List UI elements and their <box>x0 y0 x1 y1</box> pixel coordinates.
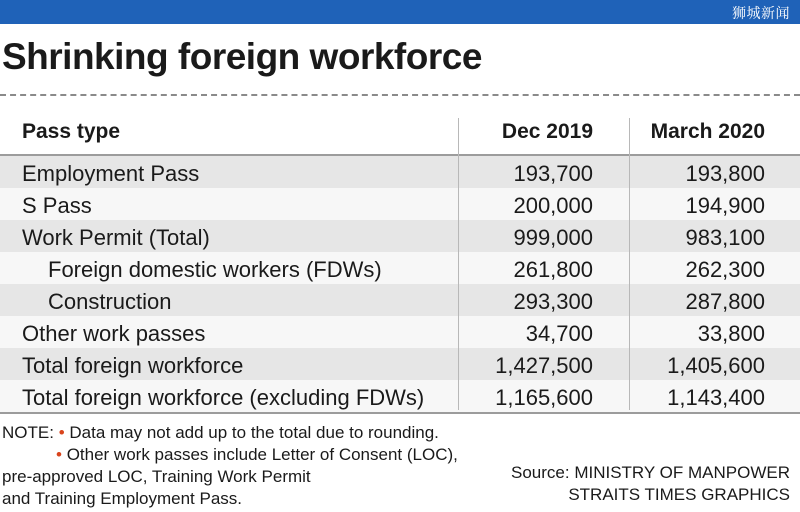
row-label: Employment Pass <box>22 161 200 186</box>
table-row <box>0 252 800 284</box>
source-line: Source: MINISTRY OF MANPOWER <box>511 463 790 482</box>
cell-march-2020: 262,300 <box>685 257 765 282</box>
row-label: S Pass <box>22 193 92 218</box>
bullet-icon: • <box>58 423 65 442</box>
bullet-icon: • <box>56 445 62 464</box>
note-text: Other work passes include Letter of Consent (LOC), <box>66 445 458 464</box>
table-header <box>0 112 800 156</box>
note-text: Data may not add up to the total due to rounding. <box>69 423 439 442</box>
table-row <box>0 156 800 188</box>
table-row <box>0 316 800 348</box>
table-body <box>0 156 800 412</box>
note-line-4: and Training Employment Pass. <box>2 489 243 508</box>
cell-dec-2019: 293,300 <box>513 289 593 314</box>
header-march-2020: March 2020 <box>650 120 765 143</box>
row-label: Work Permit (Total) <box>22 225 210 250</box>
cell-march-2020: 983,100 <box>685 225 765 250</box>
cell-march-2020: 193,800 <box>685 161 765 186</box>
cell-dec-2019: 200,000 <box>513 193 593 218</box>
data-table <box>0 112 800 412</box>
source-credit <box>511 462 790 506</box>
top-banner <box>0 0 800 24</box>
table-row <box>0 188 800 220</box>
table-row <box>0 284 800 316</box>
table-bottom-rule <box>0 412 800 414</box>
note-line-1 <box>2 422 512 444</box>
cell-dec-2019: 34,700 <box>525 321 593 346</box>
table-row <box>0 380 800 412</box>
cell-dec-2019: 1,165,600 <box>495 385 593 410</box>
cell-march-2020: 1,143,400 <box>667 385 765 410</box>
header-dec-2019: Dec 2019 <box>501 120 593 143</box>
cell-march-2020: 33,800 <box>697 321 765 346</box>
cell-dec-2019: 193,700 <box>513 161 593 186</box>
row-label: Foreign domestic workers (FDWs) <box>48 257 382 282</box>
notes <box>2 422 512 510</box>
column-divider <box>458 118 459 410</box>
row-label: Total foreign workforce (excluding FDWs) <box>22 385 425 410</box>
graphics-credit: STRAITS TIMES GRAPHICS <box>568 485 790 504</box>
row-label: Other work passes <box>22 321 206 346</box>
cell-dec-2019: 1,427,500 <box>495 353 593 378</box>
page-title: Shrinking foreign workforce <box>2 36 482 77</box>
cell-march-2020: 287,800 <box>685 289 765 314</box>
table-row <box>0 220 800 252</box>
cell-dec-2019: 999,000 <box>513 225 593 250</box>
note-label: NOTE: <box>2 423 54 442</box>
row-label: Construction <box>48 289 172 314</box>
cell-dec-2019: 261,800 <box>513 257 593 282</box>
cell-march-2020: 194,900 <box>685 193 765 218</box>
note-line-3: pre-approved LOC, Training Work Permit <box>2 467 311 486</box>
row-label: Total foreign workforce <box>22 353 244 378</box>
divider <box>0 94 800 96</box>
column-divider <box>629 118 630 410</box>
header-pass-type: Pass type <box>22 120 121 143</box>
table-row <box>0 348 800 380</box>
note-line-2 <box>2 444 512 466</box>
cell-march-2020: 1,405,600 <box>667 353 765 378</box>
watermark: 狮城新闻 <box>732 5 790 21</box>
